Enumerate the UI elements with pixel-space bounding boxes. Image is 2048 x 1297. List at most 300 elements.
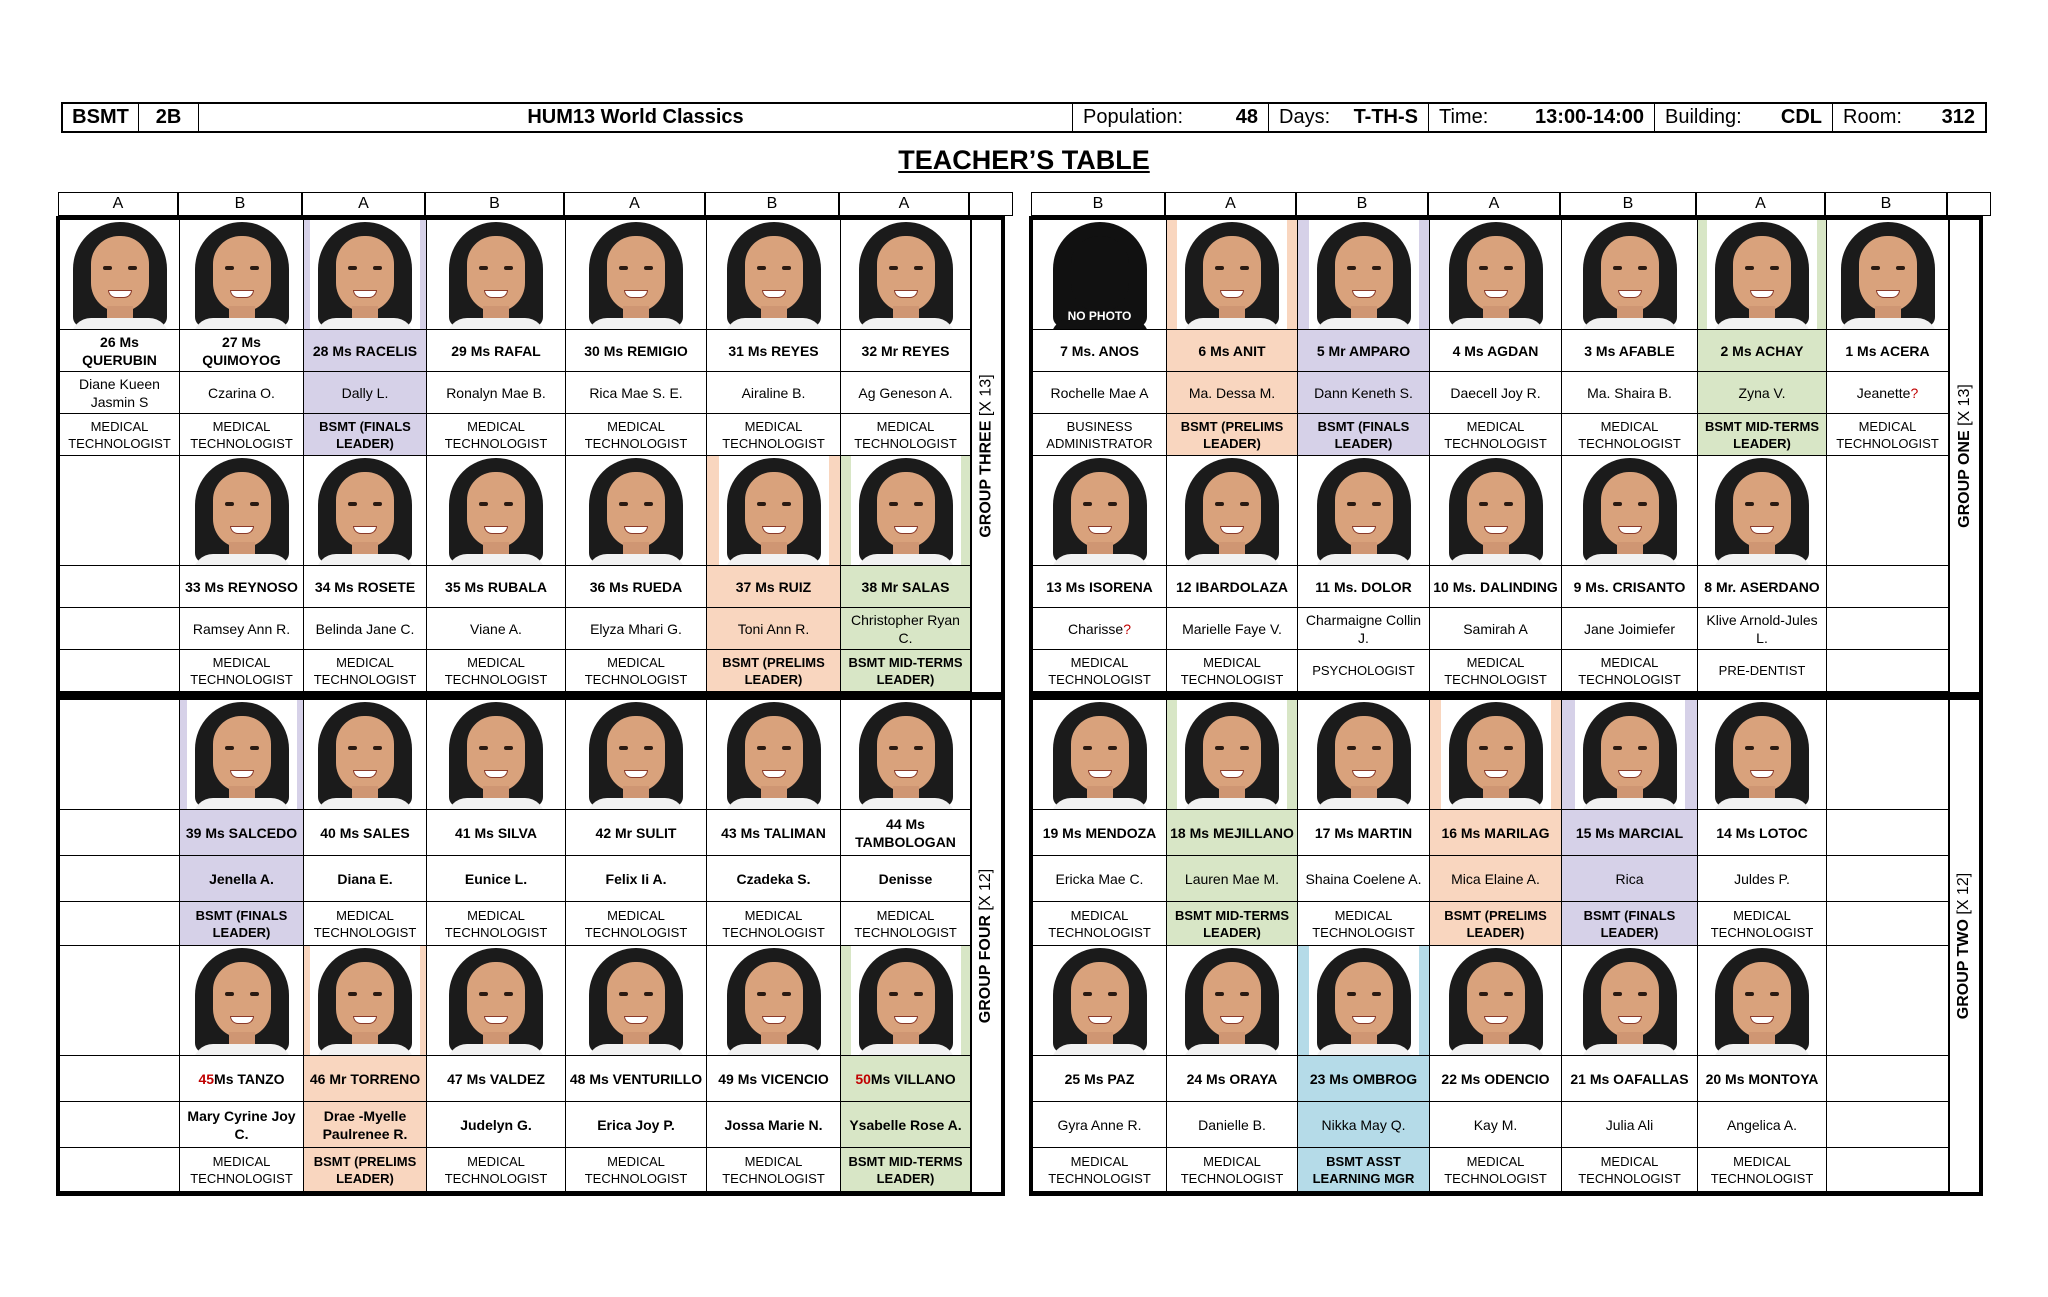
photo-eye1 — [1745, 502, 1754, 506]
student-given-name — [1562, 608, 1698, 650]
photo-mouth — [762, 290, 786, 298]
given-name-text: Eunice L. — [464, 870, 528, 887]
photo-eye2 — [1372, 746, 1381, 750]
photo-eye2 — [128, 266, 137, 270]
photo-skin — [1071, 472, 1129, 548]
student-program: BSMT (PRELIMS LEADER) — [1167, 414, 1298, 456]
photo-body — [316, 318, 414, 329]
time-value: 13:00-14:00 — [1535, 106, 1644, 128]
student-photo — [1707, 220, 1817, 329]
student-name: 23 Ms OMBROG — [1298, 1056, 1430, 1102]
empty-seat — [60, 566, 180, 608]
photo-eye1 — [479, 992, 488, 996]
student-given-name — [180, 608, 304, 650]
student-name-text: 48 Ms VENTURILLO — [569, 1070, 703, 1087]
student-photo — [1309, 220, 1419, 329]
photo-eye1 — [889, 266, 898, 270]
student-program: BSMT (PRELIMS LEADER) — [1430, 902, 1562, 946]
student-given-name — [566, 1102, 707, 1148]
photo-eye2 — [1108, 992, 1117, 996]
seat-photo — [566, 700, 707, 810]
student-given-name — [427, 1102, 566, 1148]
student-program: MEDICAL TECHNOLOGIST — [1827, 414, 1949, 456]
student-given-name — [841, 1102, 971, 1148]
group-label — [978, 374, 996, 537]
student-program: MEDICAL TECHNOLOGIST — [180, 414, 304, 456]
photo-eye2 — [1638, 746, 1647, 750]
seat-photo — [1698, 220, 1827, 330]
photo-mouth — [1484, 1016, 1508, 1024]
given-name-text: Shaina Coelene A. — [1305, 870, 1422, 887]
student-given-name — [1698, 608, 1827, 650]
seat-photo — [1562, 456, 1698, 566]
population-label: Population: — [1083, 106, 1184, 128]
empty-seat — [60, 1102, 180, 1148]
photo-body — [316, 798, 414, 809]
photo-eye1 — [479, 746, 488, 750]
student-given-name — [1033, 608, 1167, 650]
student-program: MEDICAL TECHNOLOGIST — [1167, 650, 1298, 692]
student-name: 38 Mr SALAS — [841, 566, 971, 608]
student-name: 28 Ms RACELIS — [304, 330, 427, 372]
seat-photo — [707, 456, 841, 566]
photo-body — [1051, 1044, 1149, 1055]
student-given-name — [1298, 608, 1430, 650]
photo-eye2 — [1638, 502, 1647, 506]
group-label — [1956, 384, 1974, 528]
photo-eye2 — [504, 746, 513, 750]
student-program: BSMT (FINALS LEADER) — [180, 902, 304, 946]
photo-body — [1713, 1044, 1811, 1055]
photo-mouth — [1618, 1016, 1642, 1024]
seat-photo — [1167, 946, 1298, 1056]
photo-eye1 — [1479, 992, 1488, 996]
student-program: BSMT MID-TERMS LEADER) — [1698, 414, 1827, 456]
photo-skin — [1203, 472, 1261, 548]
photo-skin — [1071, 236, 1129, 312]
photo-skin — [1203, 236, 1261, 312]
photo-eye2 — [250, 502, 259, 506]
group-name: GROUP TWO — [1955, 919, 1973, 1020]
photo-eye2 — [1896, 266, 1905, 270]
photo-eye1 — [1613, 266, 1622, 270]
photo-body — [1839, 318, 1937, 329]
student-program: MEDICAL TECHNOLOGIST — [1430, 650, 1562, 692]
seat-photo — [60, 220, 180, 330]
photo-skin — [1467, 236, 1525, 312]
photo-skin — [745, 716, 803, 792]
photo-eye2 — [250, 746, 259, 750]
empty-seat — [1827, 566, 1949, 608]
seat-photo — [427, 946, 566, 1056]
photo-eye2 — [914, 502, 923, 506]
student-program: MEDICAL TECHNOLOGIST — [1167, 1148, 1298, 1192]
student-name — [707, 1056, 841, 1102]
student-name-text: 47 Ms VALDEZ — [447, 1070, 545, 1087]
student-name: 25 Ms PAZ — [1033, 1056, 1167, 1102]
student-photo — [1575, 700, 1685, 809]
photo-eye2 — [504, 502, 513, 506]
student-program: BSMT (FINALS LEADER) — [1298, 414, 1430, 456]
photo-eye2 — [1240, 992, 1249, 996]
photo-skin — [1733, 962, 1791, 1038]
given-name-text: Felix Ii A. — [605, 870, 667, 887]
column-header-b: B — [425, 192, 564, 216]
student-photo — [1309, 700, 1419, 809]
photo-body — [1315, 318, 1413, 329]
given-name-text: Dann Keneth S. — [1314, 384, 1413, 401]
course-cell — [199, 104, 1073, 131]
student-given-name — [180, 1102, 304, 1148]
student-name: 14 Ms LOTOC — [1698, 810, 1827, 856]
student-photo — [1441, 946, 1551, 1055]
photo-mouth — [894, 526, 918, 534]
photo-skin — [877, 472, 935, 548]
photo-body — [1713, 798, 1811, 809]
question-mark: ? — [1123, 620, 1132, 637]
photo-eye1 — [757, 266, 766, 270]
student-photo — [851, 946, 961, 1055]
photo-eye1 — [1745, 266, 1754, 270]
photo-mouth — [762, 770, 786, 778]
student-name: 44 Ms TAMBOLOGAN — [841, 810, 971, 856]
photo-mouth — [1876, 290, 1900, 298]
student-photo — [1177, 456, 1287, 565]
student-name: 1 Ms ACERA — [1827, 330, 1949, 372]
student-given-name — [180, 372, 304, 414]
seat-grid — [60, 700, 971, 1192]
seat-photo — [1298, 456, 1430, 566]
photo-mouth — [1088, 1016, 1112, 1024]
student-name: 35 Ms RUBALA — [427, 566, 566, 608]
student-photo — [719, 700, 829, 809]
seat-photo — [841, 220, 971, 330]
given-name-text: Viane A. — [470, 620, 522, 637]
student-given-name — [427, 608, 566, 650]
student-given-name — [304, 372, 427, 414]
group-count: [X 13] — [977, 374, 995, 421]
student-program: MEDICAL TECHNOLOGIST — [427, 1148, 566, 1192]
section: 2B — [155, 106, 182, 128]
photo-eye1 — [619, 502, 628, 506]
student-photo — [441, 700, 551, 809]
given-name-text: Daecell Joy R. — [1450, 384, 1541, 401]
seat-photo — [1562, 946, 1698, 1056]
given-name-text: Belinda Jane C. — [315, 620, 415, 637]
empty-seat — [1827, 902, 1949, 946]
question-mark: ? — [1910, 384, 1919, 401]
student-program: MEDICAL TECHNOLOGIST — [707, 1148, 841, 1192]
photo-body — [587, 318, 685, 329]
photo-body — [1051, 798, 1149, 809]
given-name-text: Jeanette — [1856, 384, 1911, 401]
student-photo — [1441, 700, 1551, 809]
photo-body — [316, 554, 414, 565]
photo-body — [587, 1044, 685, 1055]
photo-eye2 — [1372, 992, 1381, 996]
student-given-name — [1033, 856, 1167, 902]
student-given-name — [1298, 856, 1430, 902]
photo-skin — [1335, 962, 1393, 1038]
student-given-name — [707, 608, 841, 650]
student-name: 21 Ms OAFALLAS — [1562, 1056, 1698, 1102]
student-given-name — [1298, 1102, 1430, 1148]
photo-eye1 — [1745, 992, 1754, 996]
student-photo — [1707, 946, 1817, 1055]
photo-mouth — [1352, 770, 1376, 778]
given-name-text: Gyra Anne R. — [1057, 1116, 1142, 1133]
photo-eye2 — [1372, 266, 1381, 270]
student-name: 27 Ms QUIMOYOG — [180, 330, 304, 372]
seat-photo — [1430, 220, 1562, 330]
photo-skin — [1733, 716, 1791, 792]
photo-body — [447, 554, 545, 565]
empty-seat — [1827, 608, 1949, 650]
empty-seat — [60, 456, 180, 566]
student-program: MEDICAL TECHNOLOGIST — [841, 414, 971, 456]
student-name: 24 Ms ORAYA — [1167, 1056, 1298, 1102]
column-header-spacer — [969, 192, 1013, 216]
student-program: MEDICAL TECHNOLOGIST — [1698, 1148, 1827, 1192]
group-four — [56, 696, 1005, 1196]
group-name: GROUP ONE — [1955, 430, 1973, 528]
photo-skin — [91, 236, 149, 312]
empty-seat — [1827, 1102, 1949, 1148]
given-name-text: Samirah A — [1463, 620, 1528, 637]
photo-body — [1447, 1044, 1545, 1055]
given-name-text: Czadeka S. — [736, 870, 811, 887]
student-given-name — [1562, 1102, 1698, 1148]
photo-eye1 — [1083, 992, 1092, 996]
empty-seat — [1827, 700, 1949, 810]
photo-eye2 — [644, 992, 653, 996]
group-label — [1956, 873, 1974, 1019]
seat-photo — [566, 946, 707, 1056]
given-name-text: Christopher Ryan C. — [851, 611, 960, 646]
student-program: MEDICAL TECHNOLOGIST — [566, 414, 707, 456]
student-photo — [1441, 220, 1551, 329]
photo-skin — [213, 962, 271, 1038]
student-program: BSMT MID-TERMS LEADER) — [1167, 902, 1298, 946]
group-one — [1029, 216, 1983, 696]
given-name-text: Lauren Mae M. — [1184, 870, 1280, 887]
given-name-text: Juldes P. — [1734, 870, 1790, 887]
column-header-b: B — [1825, 192, 1947, 216]
given-name-text: Rica — [1615, 870, 1644, 887]
given-name-text: Elyza Mhari G. — [590, 620, 682, 637]
photo-skin — [1071, 716, 1129, 792]
photo-eye1 — [1347, 746, 1356, 750]
student-name: 26 Ms QUERUBIN — [60, 330, 180, 372]
photo-skin — [607, 962, 665, 1038]
photo-mouth — [894, 1016, 918, 1024]
given-name-text: Ramsey Ann R. — [192, 620, 291, 637]
photo-eye1 — [225, 502, 234, 506]
student-name: 40 Ms SALES — [304, 810, 427, 856]
seat-photo — [841, 700, 971, 810]
student-given-name — [1167, 856, 1298, 902]
photo-eye1 — [757, 746, 766, 750]
column-header-a: A — [1696, 192, 1825, 216]
photo-skin — [607, 472, 665, 548]
photo-eye1 — [1083, 746, 1092, 750]
given-name-text: Klive Arnold-Jules L. — [1706, 611, 1818, 646]
student-photo — [851, 700, 961, 809]
photo-skin — [1733, 472, 1791, 548]
photo-body — [1183, 554, 1281, 565]
photo-skin — [745, 472, 803, 548]
seat-photo — [1167, 700, 1298, 810]
photo-eye2 — [914, 266, 923, 270]
time-cell — [1429, 104, 1655, 131]
group-label — [978, 869, 996, 1023]
photo-eye2 — [504, 992, 513, 996]
photo-mouth — [1618, 770, 1642, 778]
photo-skin — [213, 716, 271, 792]
student-name: 20 Ms MONTOYA — [1698, 1056, 1827, 1102]
student-photo — [310, 946, 420, 1055]
student-program: BSMT (PRELIMS LEADER) — [707, 650, 841, 692]
photo-mouth — [894, 290, 918, 298]
student-program: BSMT (FINALS LEADER) — [304, 414, 427, 456]
photo-body — [587, 554, 685, 565]
photo-eye2 — [1504, 746, 1513, 750]
photo-skin — [1335, 472, 1393, 548]
student-given-name — [304, 1102, 427, 1148]
given-name-text: Dally L. — [341, 384, 389, 401]
photo-skin — [1335, 236, 1393, 312]
photo-mouth — [230, 1016, 254, 1024]
student-given-name — [841, 608, 971, 650]
given-name-text: Airaline B. — [741, 384, 806, 401]
photo-eye2 — [782, 266, 791, 270]
student-program: BSMT (FINALS LEADER) — [1562, 902, 1698, 946]
column-header-a: A — [1428, 192, 1560, 216]
photo-eye1 — [1215, 502, 1224, 506]
photo-eye2 — [914, 992, 923, 996]
photo-body — [1183, 798, 1281, 809]
given-name-text: Charmaigne Collin J. — [1305, 611, 1422, 646]
photo-eye1 — [1215, 992, 1224, 996]
photo-skin — [877, 236, 935, 312]
photo-eye1 — [225, 746, 234, 750]
student-photo — [1177, 220, 1287, 329]
empty-seat — [60, 856, 180, 902]
photo-skin — [1203, 962, 1261, 1038]
empty-seat — [1827, 810, 1949, 856]
photo-mouth — [1484, 290, 1508, 298]
photo-eye1 — [1083, 502, 1092, 506]
photo-mouth — [230, 770, 254, 778]
photo-mouth — [1352, 526, 1376, 534]
photo-eye2 — [373, 992, 382, 996]
empty-seat — [1827, 1148, 1949, 1192]
student-name: 36 Ms RUEDA — [566, 566, 707, 608]
photo-mouth — [1088, 770, 1112, 778]
student-given-name — [1698, 856, 1827, 902]
photo-body — [193, 798, 291, 809]
building-value: CDL — [1780, 106, 1822, 128]
given-name-text: Judelyn G. — [460, 1116, 532, 1133]
given-name-text: Julia Ali — [1605, 1116, 1654, 1133]
student-photo — [581, 456, 691, 565]
photo-eye2 — [1770, 266, 1779, 270]
photo-body — [1447, 554, 1545, 565]
student-given-name — [304, 608, 427, 650]
student-given-name — [427, 856, 566, 902]
photo-mouth — [230, 290, 254, 298]
column-header-b: B — [1560, 192, 1696, 216]
student-photo — [187, 220, 297, 329]
photo-skin — [336, 472, 394, 548]
student-given-name — [707, 1102, 841, 1148]
photo-mouth — [1484, 770, 1508, 778]
photo-eye1 — [889, 746, 898, 750]
student-photo — [1707, 456, 1817, 565]
photo-body — [1581, 798, 1679, 809]
student-program: MEDICAL TECHNOLOGIST — [1698, 902, 1827, 946]
photo-skin — [1601, 962, 1659, 1038]
given-name-text: Ag Geneson A. — [858, 384, 953, 401]
group-name: GROUP FOUR — [977, 915, 995, 1024]
seat-photo — [304, 456, 427, 566]
given-name-text: Denisse — [878, 870, 933, 887]
student-photo — [310, 700, 420, 809]
photo-skin — [877, 716, 935, 792]
student-name: 9 Ms. CRISANTO — [1562, 566, 1698, 608]
photo-eye2 — [644, 266, 653, 270]
student-name: 10 Ms. DALINDING — [1430, 566, 1562, 608]
seat-photo — [1033, 220, 1167, 330]
column-header-a: A — [58, 192, 178, 216]
days-value: T-TH-S — [1353, 106, 1418, 128]
student-name: 37 Ms RUIZ — [707, 566, 841, 608]
empty-seat — [60, 1148, 180, 1192]
photo-eye2 — [1504, 992, 1513, 996]
photo-skin — [467, 472, 525, 548]
student-given-name — [1167, 372, 1298, 414]
room-label: Room: — [1843, 106, 1902, 128]
photo-skin — [467, 962, 525, 1038]
student-photo — [1045, 456, 1155, 565]
photo-skin — [1601, 716, 1659, 792]
student-photo — [719, 456, 829, 565]
photo-eye2 — [373, 502, 382, 506]
photo-body — [193, 554, 291, 565]
photo-eye1 — [889, 992, 898, 996]
student-photo — [581, 946, 691, 1055]
class-info-bar — [61, 102, 1987, 133]
student-name: 43 Ms TALIMAN — [707, 810, 841, 856]
given-name-text: Rochelle Mae A — [1050, 384, 1149, 401]
student-photo — [310, 456, 420, 565]
student-given-name — [1298, 372, 1430, 414]
photo-body — [193, 318, 291, 329]
empty-seat — [60, 810, 180, 856]
seat-photo — [180, 946, 304, 1056]
seat-photo — [566, 456, 707, 566]
photo-eye1 — [889, 502, 898, 506]
column-header-b: B — [1296, 192, 1428, 216]
student-photo — [187, 946, 297, 1055]
student-given-name — [566, 608, 707, 650]
student-given-name — [707, 372, 841, 414]
photo-body — [725, 1044, 823, 1055]
given-name-text: Jenella A. — [209, 870, 274, 887]
photo-body — [1581, 318, 1679, 329]
photo-eye1 — [1871, 266, 1880, 270]
photo-eye2 — [644, 746, 653, 750]
